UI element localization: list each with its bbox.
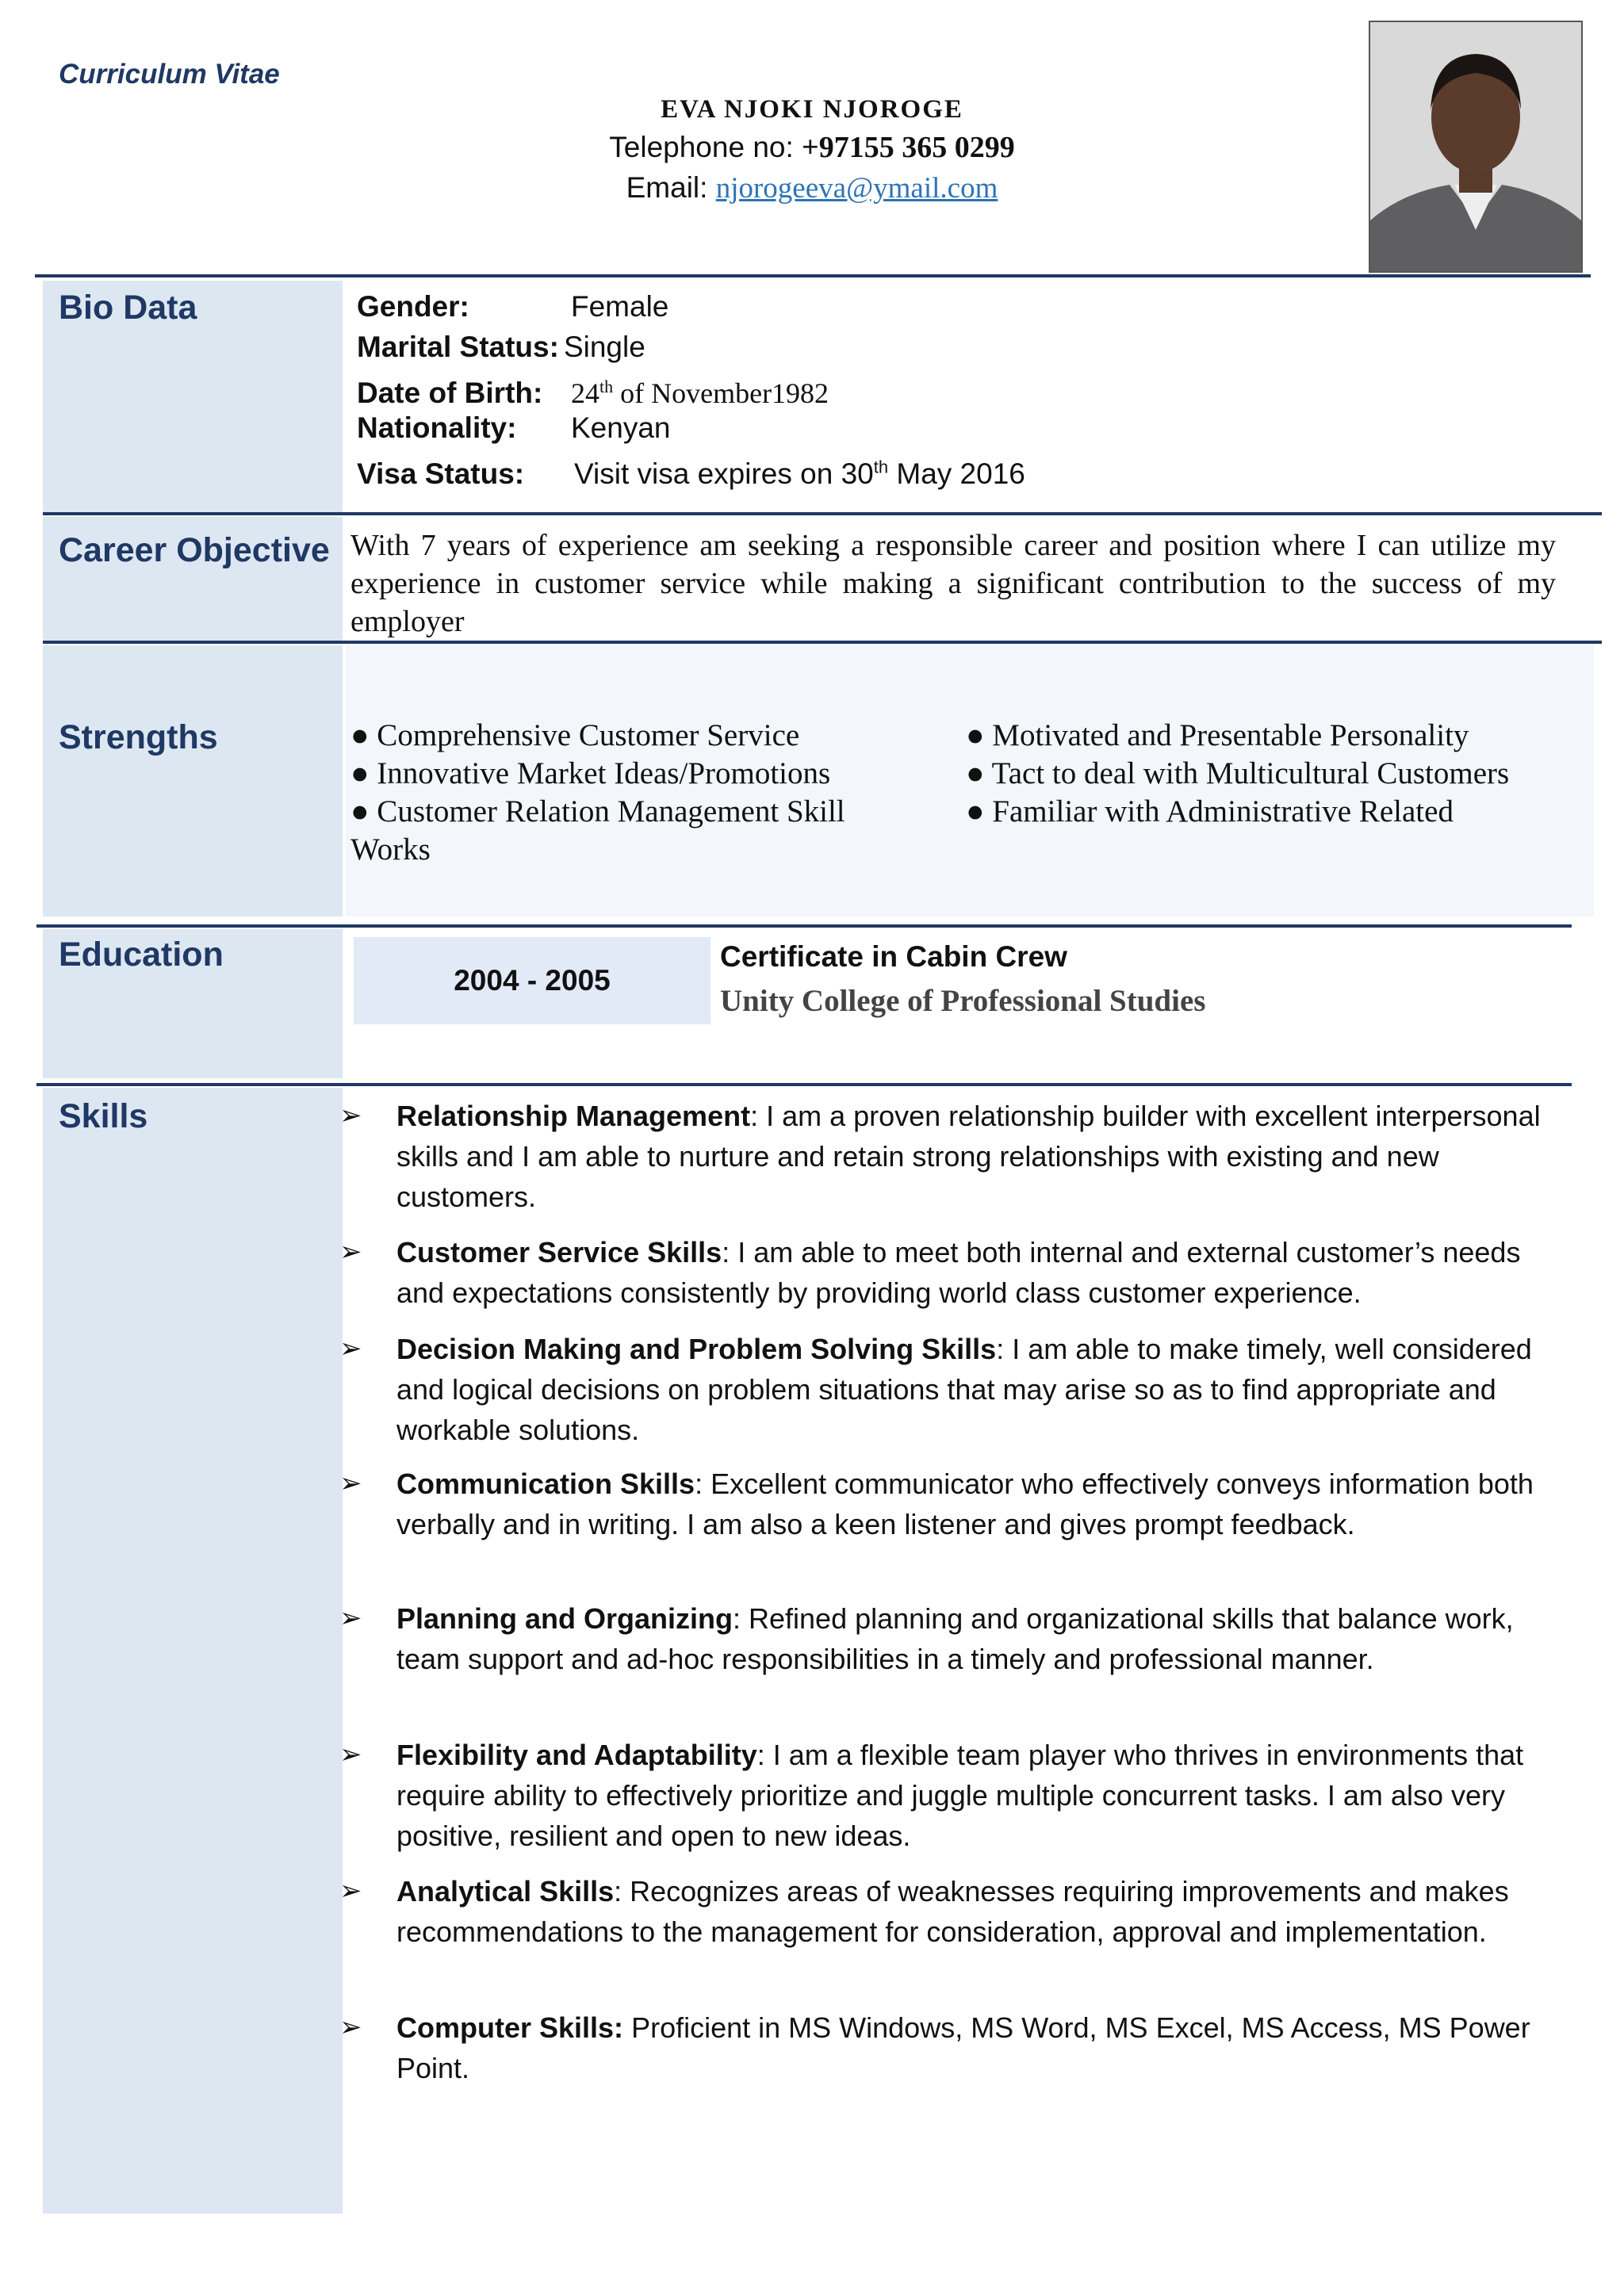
section-title-education: Education xyxy=(59,936,224,974)
arrow-bullet-icon: ➢ xyxy=(339,1739,362,1770)
skill-text: : I am a proven relationship builder with excellent interpersonal skills and I am able to nurture and retain strong relationships with existing and new customers. xyxy=(396,1100,1541,1213)
bio-visa-pre: Visit visa expires on 30 xyxy=(574,457,874,491)
bio-marital-value: Single xyxy=(563,331,645,363)
candidate-name: EVA NJOKI NJOROGE xyxy=(661,95,963,124)
profile-photo xyxy=(1369,21,1583,273)
skill-item xyxy=(339,1735,1570,1856)
bio-dob-rest: of November1982 xyxy=(613,377,829,409)
skill-title: Flexibility and Adaptability xyxy=(396,1739,757,1771)
bio-dob xyxy=(357,367,829,413)
skill-text: : Recognizes areas of weaknesses requiring improvements and makes recommendations to the management for consideration, approval and implementation. xyxy=(396,1875,1509,1948)
strength-item: ● Familiar with Administrative Related xyxy=(966,794,1454,828)
bio-dob-sup: th xyxy=(599,377,614,396)
skill-item xyxy=(339,1871,1570,1952)
skill-item xyxy=(339,1598,1570,1679)
skill-text: : Refined planning and organizational skills that balance work, team support and ad-hoc responsibilities in a timely and professional manner. xyxy=(396,1602,1514,1675)
strength-item: ● Comprehensive Customer Service xyxy=(350,718,800,752)
arrow-bullet-icon: ➢ xyxy=(339,1100,362,1131)
skill-text: : I am a flexible team player who thrives in environments that require ability to effectively prioritize and juggle multiple concurrent tasks. I am also very positive, resilient and open to new ideas. xyxy=(396,1739,1524,1852)
bio-marital xyxy=(357,327,645,367)
profile-photo-image xyxy=(1370,22,1581,271)
section-title-strengths: Strengths xyxy=(59,718,218,756)
education-school: Unity College of Professional Studies xyxy=(720,984,1206,1018)
divider-line xyxy=(43,641,1602,644)
bio-dob-day: 24 xyxy=(571,377,599,409)
skill-item xyxy=(339,1464,1570,1544)
bio-nationality-value: Kenyan xyxy=(571,411,671,444)
email-prefix: Email: xyxy=(626,171,716,204)
education-years: 2004 - 2005 xyxy=(354,937,710,1024)
phone-prefix: Telephone no: xyxy=(609,131,802,163)
strength-item: ● Tact to deal with Multicultural Customers xyxy=(966,756,1510,790)
bio-visa-label: Visa Status: xyxy=(357,457,525,491)
bio-nationality-label: Nationality: xyxy=(357,411,517,444)
bio-dob-label: Date of Birth: xyxy=(357,377,543,409)
divider-line xyxy=(43,512,1602,515)
bio-visa-sup: th xyxy=(873,457,889,477)
phone-number: +97155 365 0299 xyxy=(802,131,1015,164)
arrow-bullet-icon: ➢ xyxy=(339,1876,362,1906)
skill-title: Communication Skills xyxy=(396,1468,695,1500)
cv-label: Curriculum Vitae xyxy=(59,59,280,90)
divider-line xyxy=(36,924,1572,928)
strengths-left-cell xyxy=(43,645,343,916)
skill-text: : Excellent communicator who effectively conveys information both verbally and in writing. I am also a keen listener and gives prompt feedback. xyxy=(396,1468,1534,1540)
strength-item: Works xyxy=(350,832,431,867)
arrow-bullet-icon: ➢ xyxy=(339,1468,362,1498)
divider-line xyxy=(36,1083,1572,1086)
skill-title: Planning and Organizing xyxy=(396,1602,733,1635)
bio-visa-post: May 2016 xyxy=(888,457,1025,491)
bio-marital-label: Marital Status: xyxy=(357,331,559,363)
skill-item xyxy=(339,1329,1570,1450)
skill-title: Customer Service Skills xyxy=(396,1236,722,1269)
divider-line xyxy=(35,274,1591,277)
education-certificate: Certificate in Cabin Crew xyxy=(720,940,1067,973)
bio-dob-value xyxy=(571,377,829,409)
section-title-objective: Career Objective xyxy=(59,531,330,569)
skill-title: Decision Making and Problem Solving Skills xyxy=(396,1333,997,1365)
skill-title: Analytical Skills xyxy=(396,1875,615,1908)
skill-item xyxy=(339,1232,1570,1313)
section-title-skills: Skills xyxy=(59,1097,148,1135)
arrow-bullet-icon: ➢ xyxy=(339,1603,362,1633)
skill-text: : I am able to make timely, well considered and logical decisions on problem situations that may arise so as to find appropriate and workable solutions. xyxy=(396,1333,1532,1446)
strength-item: ● Customer Relation Management Skill xyxy=(350,794,845,828)
bio-gender-value: Female xyxy=(571,290,669,323)
bio-gender xyxy=(357,287,668,327)
arrow-bullet-icon: ➢ xyxy=(339,2012,362,2042)
career-objective-text: With 7 years of experience am seeking a responsible career and position where I can utilize my experience in customer service while making a significant contribution to the success of my employer xyxy=(350,529,1556,638)
arrow-bullet-icon: ➢ xyxy=(339,1237,362,1267)
skill-item xyxy=(339,1096,1570,1217)
skill-title: Relationship Management xyxy=(396,1100,751,1132)
bio-visa xyxy=(357,448,1025,494)
strength-item: ● Motivated and Presentable Personality xyxy=(966,718,1469,752)
bio-visa-value xyxy=(574,457,1025,490)
skill-item xyxy=(339,2007,1570,2088)
email-link[interactable]: njorogeeva@ymail.com xyxy=(715,172,998,205)
bio-gender-label: Gender: xyxy=(357,290,469,323)
arrow-bullet-icon: ➢ xyxy=(339,1334,362,1364)
strength-item: ● Innovative Market Ideas/Promotions xyxy=(350,756,831,790)
bio-nationality xyxy=(357,408,671,448)
skills-left-cell xyxy=(43,1088,343,2214)
skill-title: Computer Skills: xyxy=(396,2011,624,2044)
section-title-bio: Bio Data xyxy=(59,289,197,327)
skill-text: : I am able to meet both internal and external customer’s needs and expectations consistently by providing world class customer experience. xyxy=(396,1236,1521,1309)
skill-text: Proficient in MS Windows, MS Word, MS Excel, MS Access, MS Power Point. xyxy=(396,2011,1530,2084)
